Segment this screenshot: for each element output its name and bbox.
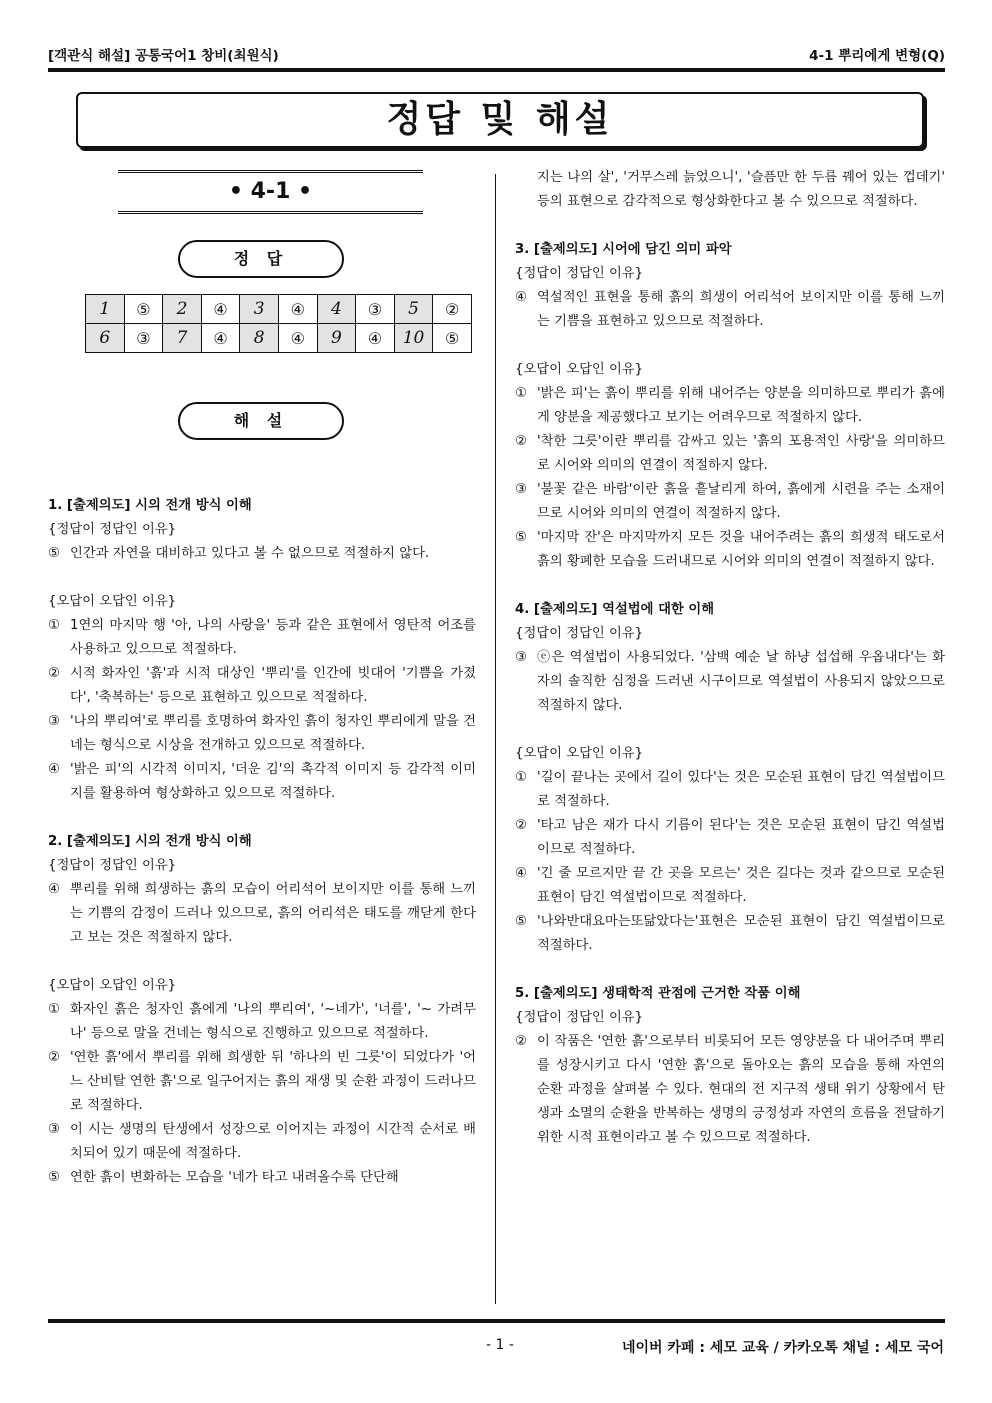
explanation-text: '나의 뿌리여'로 뿌리를 호명하여 화자인 흙이 청자인 뿌리에게 말을 건네는 형식으로 시상을 전개하고 있으므로 적절하다. [70, 714, 476, 753]
header-right: 4-1 뿌리에게 변형(Q) [809, 48, 945, 64]
explanation-text: '길이 끝나는 곳에서 길이 있다'는 것은 모순된 표현이 담긴 역설법이므로 적절하다. [537, 770, 945, 809]
header-rule [48, 68, 945, 72]
question-number: 8 [240, 324, 279, 353]
title-box [76, 92, 924, 148]
answer-row [86, 324, 472, 353]
explanation-item [515, 814, 945, 862]
explanation-text: '긴 줄 모르지만 끝 간 곳을 모르는' 것은 길다는 것과 같으므로 모순된 표현이 담긴 역설법이므로 적절하다. [537, 866, 945, 905]
choice-marker: ⑤ [515, 530, 527, 545]
choice-marker: ① [515, 770, 527, 785]
question-heading: 5. [출제의도] 생태학적 관점에 근거한 작품 이해 [515, 986, 801, 1001]
spacer [515, 574, 945, 598]
choice-marker: ⑤ [48, 546, 60, 561]
explanation-text: '타고 남은 재가 다시 기름이 된다'는 것은 모순된 표현이 담긴 역설법이므로 적절하다. [537, 818, 945, 857]
choice-marker: ② [515, 434, 527, 449]
page-title: 정답 및 해설 [386, 99, 614, 140]
explanation-item [48, 758, 476, 806]
reason-label: {정답이 정답인 이유} [48, 858, 177, 873]
explanation-item [515, 1030, 945, 1150]
question-number: 5 [394, 295, 433, 324]
spacer [48, 566, 476, 590]
explanation-text: 뿌리를 위해 희생하는 흙의 모습이 어리석어 보이지만 이를 통해 느끼는 기쁨의 감정이 드러나 있으므로, 흙의 어리석은 태도를 깨닫게 한다고 보는 것은 적절하지 않다. [70, 882, 476, 945]
explanation-text: ⓔ은 역설법이 사용되었다. '삼백 예순 날 하냥 섭섭해 우옵내다'는 화자의 솔직한 심정을 드러낸 시구이므로 역설법이 사용되지 않았으므로 적절하지 않다. [537, 650, 945, 713]
footer-rule [48, 1319, 945, 1323]
explanation-text: '착한 그릇'이란 뿌리를 감싸고 있는 '흙의 포용적인 사랑'을 의미하므로 시어와 의미의 연결이 적절하지 않다. [537, 434, 945, 473]
explanation-item [48, 1118, 476, 1166]
choice-marker: ① [48, 618, 60, 633]
answer-choice: ④ [278, 295, 317, 324]
answer-choice: ④ [278, 324, 317, 353]
explanation-text: '나와반대요마는또닮았다는'표현은 모순된 표현이 담긴 역설법이므로 적절하다. [537, 914, 945, 953]
spacer [48, 806, 476, 830]
answer-choice: ③ [356, 295, 395, 324]
question-heading: 1. [출제의도] 시의 전개 방식 이해 [48, 498, 252, 513]
choice-marker: ④ [515, 290, 527, 305]
choice-marker: ③ [515, 650, 527, 665]
answer-choice: ⑤ [124, 295, 163, 324]
reason-label: {정답이 정답인 이유} [515, 626, 644, 641]
explanation-text: '밝은 피'의 시각적 이미지, '더운 김'의 촉각적 이미지 등 감각적 이미지를 활용하여 형상화하고 있으므로 적절하다. [70, 762, 476, 801]
explanation-item [48, 878, 476, 950]
choice-marker: ③ [48, 714, 60, 729]
reason-label: {오답이 오답인 이유} [515, 362, 644, 377]
question-number: 4 [317, 295, 356, 324]
question-number: 1 [86, 295, 125, 324]
spacer [515, 214, 945, 238]
explanation-item [48, 998, 476, 1046]
column-divider [495, 174, 496, 1304]
question-heading: 4. [출제의도] 역설법에 대한 이해 [515, 602, 715, 617]
explanation-item [515, 478, 945, 526]
right-column [515, 166, 945, 1150]
explanation-item [515, 430, 945, 478]
answer-choice: ④ [356, 324, 395, 353]
spacer [48, 950, 476, 974]
explanation-item [515, 646, 945, 718]
explanation-text: 역설적인 표현을 통해 흙의 희생이 어리석어 보이지만 이를 통해 느끼는 기쁨을 표현하고 있으므로 적절하다. [537, 290, 945, 329]
page-number: - 1 - [486, 1337, 514, 1353]
explanation-item [48, 1046, 476, 1118]
explanation-item [515, 526, 945, 574]
choice-marker: ③ [515, 482, 527, 497]
question-number: 2 [163, 295, 202, 324]
explanation-item [48, 710, 476, 758]
answer-choice: ⑤ [433, 324, 472, 353]
choice-marker: ① [48, 1002, 60, 1017]
spacer [515, 958, 945, 982]
choice-marker: ⑤ [515, 914, 527, 929]
reason-label: {정답이 정답인 이유} [515, 266, 644, 281]
spacer [515, 718, 945, 742]
explanation-text: 화자인 흙은 청자인 흙에게 '나의 뿌리여', '~네가', '너를', '~ 가려무나' 등으로 말을 건네는 형식으로 진행하고 있으므로 적절하다. [70, 1002, 476, 1041]
explanation-item [48, 542, 476, 566]
reason-label: {오답이 오답인 이유} [48, 594, 177, 609]
reason-label: {오답이 오답인 이유} [48, 978, 177, 993]
spacer [515, 334, 945, 358]
choice-marker: ④ [515, 866, 527, 881]
choice-marker: ③ [48, 1122, 60, 1137]
answer-choice: ④ [201, 295, 240, 324]
explanation-text: 인간과 자연을 대비하고 있다고 볼 수 없으므로 적절하지 않다. [70, 546, 430, 561]
explanation-text: '마지막 잔'은 마지막까지 모든 것을 내어주려는 흙의 희생적 태도로서 흙의 황폐한 모습을 드러내므로 시어와 의미의 연결이 적절하지 않다. [537, 530, 945, 569]
choice-marker: ④ [48, 882, 60, 897]
choice-marker: ① [515, 386, 527, 401]
answer-row [86, 295, 472, 324]
explanation-item [515, 286, 945, 334]
explanation-text: 연한 흙이 변화하는 모습을 '네가 타고 내려올수록 단단해 [70, 1170, 399, 1185]
explanation-item [515, 766, 945, 814]
choice-marker: ④ [48, 762, 60, 777]
header-left: [객관식 해설] 공통국어1 창비(최원식) [48, 48, 279, 64]
answer-choice: ② [433, 295, 472, 324]
explanation-text: '밝은 피'는 흙이 뿌리를 위해 내어주는 양분을 의미하므로 뿌리가 흙에게 양분을 제공했다고 보기는 어려우므로 적절하지 않다. [537, 386, 945, 425]
explanation-item [515, 382, 945, 430]
question-number: 3 [240, 295, 279, 324]
explanation-text: 이 시는 생명의 탄생에서 성장으로 이어지는 과정이 시간적 순서로 배치되어 있기 때문에 적절하다. [70, 1122, 476, 1161]
question-heading: 2. [출제의도] 시의 전개 방식 이해 [48, 834, 252, 849]
question-number: 6 [86, 324, 125, 353]
answer-table [85, 294, 472, 353]
question-number: 9 [317, 324, 356, 353]
reason-label: {정답이 정답인 이유} [515, 1010, 644, 1025]
left-column [48, 494, 476, 1190]
explanation-text: 시적 화자인 '흙'과 시적 대상인 '뿌리'를 인간에 빗대어 '기쁨을 가졌다', '축복하는' 등으로 표현하고 있으므로 적절하다. [70, 666, 476, 705]
reason-label: {정답이 정답인 이유} [48, 522, 177, 537]
answer-label: 정 답 [178, 240, 344, 278]
choice-marker: ⑤ [48, 1170, 60, 1185]
page-header [48, 44, 945, 64]
question-number: 7 [163, 324, 202, 353]
explanation-text: 1연의 마지막 행 '아, 나의 사랑을' 등과 같은 표현에서 영탄적 어조를 사용하고 있으므로 적절하다. [70, 618, 476, 657]
answer-choice: ④ [201, 324, 240, 353]
question-number: 10 [394, 324, 433, 353]
explanation-text: '연한 흙'에서 뿌리를 위해 희생한 뒤 '하나의 빈 그릇'이 되었다가 '어느 산비탈 연한 흙'으로 일구어지는 흙의 재생 및 순환 과정이 드러나므로 적절하다. [70, 1050, 476, 1113]
section-badge: • 4-1 • [118, 170, 423, 214]
explanation-item [515, 862, 945, 910]
explanation-item [48, 662, 476, 710]
explanation-item [48, 614, 476, 662]
answer-choice: ③ [124, 324, 163, 353]
explanation-continued: 지는 나의 살', '거무스레 늙었으니', '슬픔만 한 두름 꿰어 있는 껍데기' 등의 표현으로 감각적으로 형상화한다고 볼 수 있으므로 적절하다. [537, 170, 945, 209]
footer-channel: 네이버 카페 : 세모 교육 / 카카오톡 채널 : 세모 국어 [621, 1340, 944, 1356]
explanation-item [515, 910, 945, 958]
choice-marker: ② [48, 666, 60, 681]
explain-label: 해 설 [178, 402, 344, 440]
explanation-text: '불꽃 같은 바람'이란 흙을 흩날리게 하여, 흙에게 시련을 주는 소재이므로 시어와 의미의 연결이 적절하지 않다. [537, 482, 945, 521]
reason-label: {오답이 오답인 이유} [515, 746, 644, 761]
choice-marker: ② [515, 1034, 527, 1049]
explanation-text: 이 작품은 '연한 흙'으로부터 비롯되어 모든 영양분을 다 내어주며 뿌리를 성장시키고 다시 '연한 흙'으로 돌아오는 흙의 모습을 통해 자연의 순환 과정을 살펴볼 수 있다. 현대의 전 지구적 생태 위기 상황에서 탄생과 소멸의 순환을 반복하는 생명의 긍정성과 자연의 흐름을 전달하기 위한 시적 표현이라고 볼 수 있으므로 적절하다. [537, 1034, 945, 1145]
choice-marker: ② [515, 818, 527, 833]
question-heading: 3. [출제의도] 시어에 담긴 의미 파악 [515, 242, 732, 257]
explanation-item [48, 1166, 476, 1190]
choice-marker: ② [48, 1050, 60, 1065]
